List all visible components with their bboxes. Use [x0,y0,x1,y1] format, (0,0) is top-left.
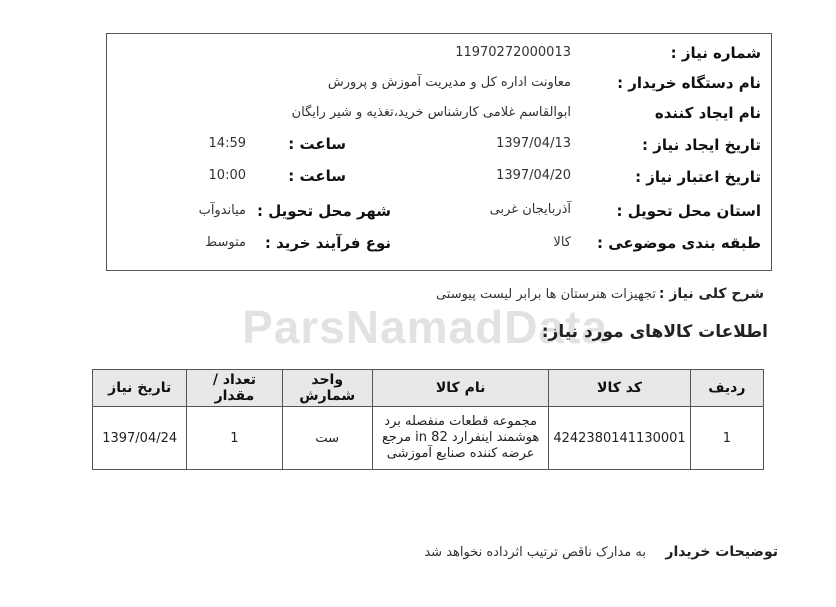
category-value: کالا [553,235,571,250]
category-label: طبقه بندی موضوعی : [597,234,761,252]
city-label: شهر محل تحویل : [256,202,391,220]
creator-label: نام ایجاد کننده [654,104,761,122]
valid-time-value: 10:00 [208,168,246,183]
watermark-brand: ParsNamadData [242,301,608,353]
description-label: شرح کلی نیاز : [658,286,764,302]
need-number-row [107,38,771,68]
valid-date-row [107,162,771,192]
create-date-label: تاریخ ایجاد نیاز : [642,136,761,154]
need-number-value: 11970272000013 [455,45,571,60]
need-info-box [106,33,772,271]
header-code: کد کالا [549,370,690,407]
table-header-row [93,370,764,407]
table-row [93,407,764,470]
process-value: متوسط [205,235,246,250]
items-table [92,369,764,470]
create-time-value: 14:59 [208,136,246,151]
cell-code: 4242380141130001 [549,407,690,470]
buyer-notes-value: به مدارک ناقص ترتیب اثرداده نخواهد شد [424,545,646,560]
cell-qty: 1 [187,407,282,470]
items-section-title: اطلاعات کالاهای مورد نیاز: [541,322,768,342]
process-label: نوع فرآیند خرید : [264,234,391,252]
need-number-label: شماره نیاز : [670,44,761,62]
header-unit: واحد شمارش [282,370,372,407]
create-time-label: ساعت : [288,135,346,153]
cell-name [372,407,548,470]
buyer-org-row [107,68,771,98]
cell-name-line2: هوشمند اینفرارد 82 in مرجع [381,430,540,445]
province-row [107,196,771,226]
cell-unit: ست [282,407,372,470]
buyer-org-label: نام دستگاه خریدار : [617,74,761,92]
create-date-value: 1397/04/13 [496,136,571,151]
valid-date-value: 1397/04/20 [496,168,571,183]
category-row [107,228,771,258]
header-name: نام کالا [372,370,548,407]
buyer-org-value: معاونت اداره کل و مدیریت آموزش و پرورش [327,75,571,90]
header-date: تاریخ نیاز [93,370,187,407]
province-label: استان محل تحویل : [616,202,761,220]
creator-value: ابوالقاسم غلامی کارشناس خرید،تغذیه و شیر رایگان [291,105,571,120]
header-row-num: ردیف [690,370,763,407]
cell-name-line1: مجموعه قطعات منفصله برد [384,414,537,429]
province-value: آذربایجان غربی [489,202,571,217]
header-qty: تعداد / مقدار [187,370,282,407]
creator-row [107,98,771,128]
description-value: تجهیزات هنرستان ها برابر لیست پیوستی [435,287,656,302]
city-value: میاندوآب [198,203,246,218]
valid-time-label: ساعت : [288,167,346,185]
cell-date: 1397/04/24 [93,407,187,470]
cell-row-num: 1 [690,407,763,470]
cell-name-line3: عرضه کننده صنایع آموزشی [386,446,535,461]
create-date-row [107,130,771,160]
buyer-notes-label: توضیحات خریدار [665,544,778,560]
valid-date-label: تاریخ اعتبار نیاز : [635,168,761,186]
